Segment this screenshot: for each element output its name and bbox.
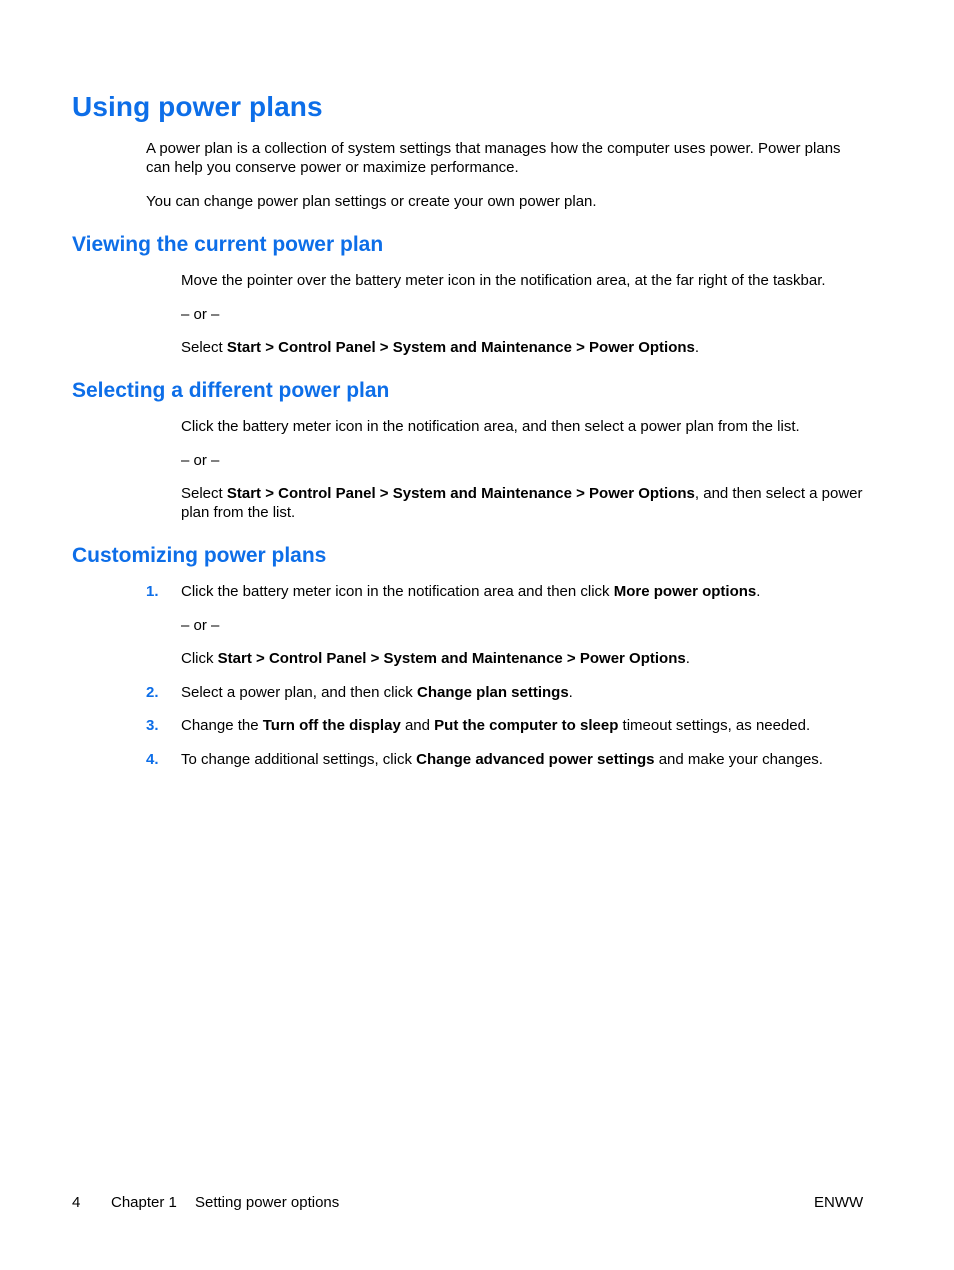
item-3-bold-2: Put the computer to sleep	[434, 717, 619, 734]
footer-page-number: 4	[72, 1194, 81, 1211]
item-2-bold: Change plan settings	[416, 684, 569, 701]
item-3-middle: and	[400, 717, 435, 734]
customizing-item-3	[181, 716, 881, 735]
customizing-item-2	[181, 683, 881, 702]
customizing-item-1-alternative	[181, 649, 881, 668]
item-1-bold: More power options	[613, 583, 757, 600]
footer-chapter: Chapter 1	[111, 1194, 177, 1211]
item-1-suffix: .	[756, 583, 761, 600]
intro-paragraph-2: You can change power plan settings or create your own power plan.	[146, 193, 597, 210]
item-2-suffix: .	[568, 684, 573, 701]
item-4-bold: Change advanced power settings	[416, 751, 655, 768]
item-1-alt-prefix: Click	[181, 650, 218, 667]
selecting-step-1: Click the battery meter icon in the notification area, and then select a power plan from the list.	[181, 418, 800, 435]
item-1-prefix: Click the battery meter icon in the notification area and then click	[181, 583, 614, 600]
selecting-step-2-path: Start > Control Panel > System and Maintenance > Power Options	[226, 485, 695, 502]
viewing-step-2-suffix: .	[694, 339, 700, 356]
footer-chapter-title: Setting power options	[195, 1194, 340, 1211]
viewing-step-2-prefix: Select	[181, 339, 227, 356]
customizing-item-1	[181, 582, 881, 601]
customizing-or-separator: – or –	[181, 617, 220, 634]
selecting-step-2-prefix: Select	[181, 485, 227, 502]
section-heading-selecting: Selecting a different power plan	[72, 379, 390, 402]
page-title: Using power plans	[72, 91, 323, 122]
list-number-2: 2.	[146, 684, 159, 701]
customizing-item-4	[181, 750, 881, 769]
item-1-alt-suffix: .	[685, 650, 690, 667]
item-4-prefix: To change additional settings, click	[181, 751, 417, 768]
viewing-step-2-path: Start > Control Panel > System and Maintenance > Power Options	[226, 339, 695, 356]
intro-paragraph-1: A power plan is a collection of system settings that manages how the computer uses power. Power plans can help you conserve power or maximize performance.	[146, 140, 841, 176]
section-heading-customizing: Customizing power plans	[72, 544, 327, 567]
item-2-prefix: Select a power plan, and then click	[181, 684, 417, 701]
list-number-3: 3.	[146, 717, 159, 734]
viewing-step-1: Move the pointer over the battery meter icon in the notification area, at the far right of the taskbar.	[181, 272, 826, 289]
item-3-prefix: Change the	[181, 717, 263, 734]
item-3-suffix: timeout settings, as needed.	[618, 717, 811, 734]
list-number-1: 1.	[146, 583, 159, 600]
selecting-or-separator: – or –	[181, 452, 220, 469]
list-number-4: 4.	[146, 751, 159, 768]
selecting-step-2-suffix: , and then select a power plan from the list.	[181, 485, 863, 521]
item-3-bold-1: Turn off the display	[262, 717, 401, 734]
footer-code: ENWW	[814, 1194, 864, 1211]
viewing-or-separator: – or –	[181, 306, 220, 323]
item-1-alt-path: Start > Control Panel > System and Maintenance > Power Options	[217, 650, 686, 667]
selecting-step-2	[181, 484, 871, 522]
section-heading-viewing: Viewing the current power plan	[72, 233, 384, 256]
viewing-step-2	[181, 338, 881, 357]
item-4-suffix: and make your changes.	[654, 751, 823, 768]
